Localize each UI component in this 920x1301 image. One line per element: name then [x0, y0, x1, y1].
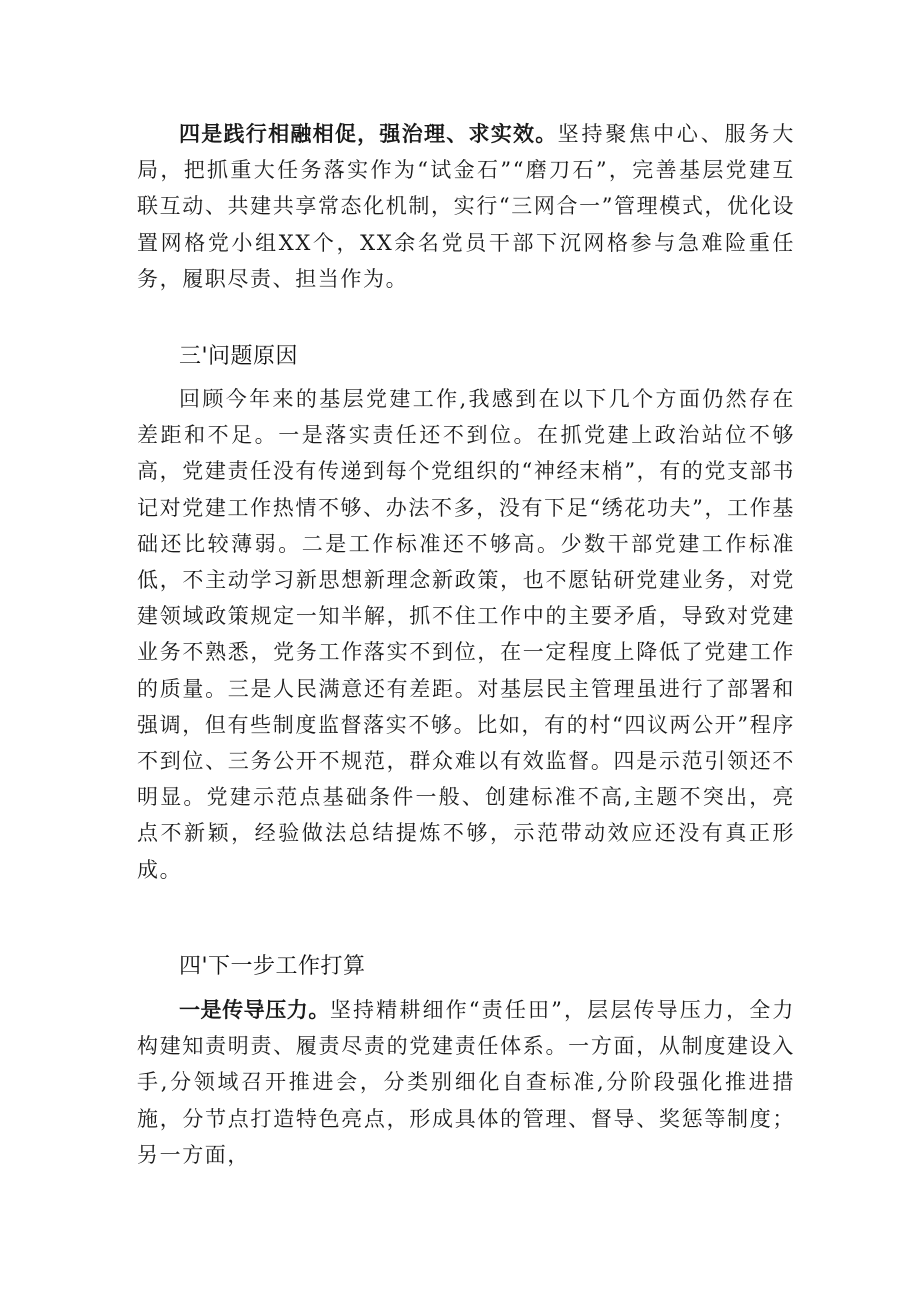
section-heading-next-steps: 四'下一步工作打算: [179, 954, 366, 979]
paragraph-problem-causes: [137, 381, 795, 888]
paragraph-lead-bold: 四是践行相融相促，强治理、求实效。: [179, 122, 558, 146]
paragraph-lead-bold: 一是传导压力。: [179, 998, 330, 1022]
paragraph-transmit-pressure: [137, 992, 795, 1173]
paragraph-body: 坚持聚焦中心、服务大局，把抓重大任务落实作为“试金石”“磨刀石”，完善基层党建互联互动、共建共享常态化机制，实行“三网合一”管理模式，优化设置网格党小组XX个，XX余名党员干部下沉网格参与急难险重任务，履职尽责、担当作为。: [137, 122, 796, 291]
paragraph-body: 回顾今年来的基层党建工作,我感到在以下几个方面仍然存在差距和不足。一是落实责任还不到位。在抓党建上政治站位不够高，党建责任没有传递到每个党组织的“神经末梢”，有的党支部书记对党建工作热情不够、办法不多，没有下足“绣花功夫”，工作基础还比较薄弱。二是工作标准还不够高。少数干部党建工作标准低，不主动学习新思想新理念新政策，也不愿钻研党建业务，对党建领域政策规定一知半解，抓不住工作中的主要矛盾，导致对党建业务不熟悉，党务工作落实不到位，在一定程度上降低了党建工作的质量。三是人民满意还有差距。对基层民主管理虽进行了部署和强调，但有些制度监督落实不够。比如，有的村“四议两公开”程序不到位、三务公开不规范，群众难以有效监督。四是示范引领还不明显。党建示范点基础条件一般、创建标准不高,主题不突出，亮点不新颖，经验做法总结提炼不够，示范带动效应还没有真正形成。: [137, 387, 795, 882]
section-heading-problem-causes: 三'问题原因: [179, 344, 299, 369]
paragraph-section-4-practice: [137, 116, 795, 297]
paragraph-body: 坚持精耕细作“责任田”，层层传导压力，全力构建知责明责、履责尽责的党建责任体系。一方面，从制度建设入手,分领域召开推进会，分类别细化自查标准,分阶段强化推进措施，分节点打造特色亮点，形成具体的管理、督导、奖惩等制度；另一方面，: [137, 998, 795, 1167]
